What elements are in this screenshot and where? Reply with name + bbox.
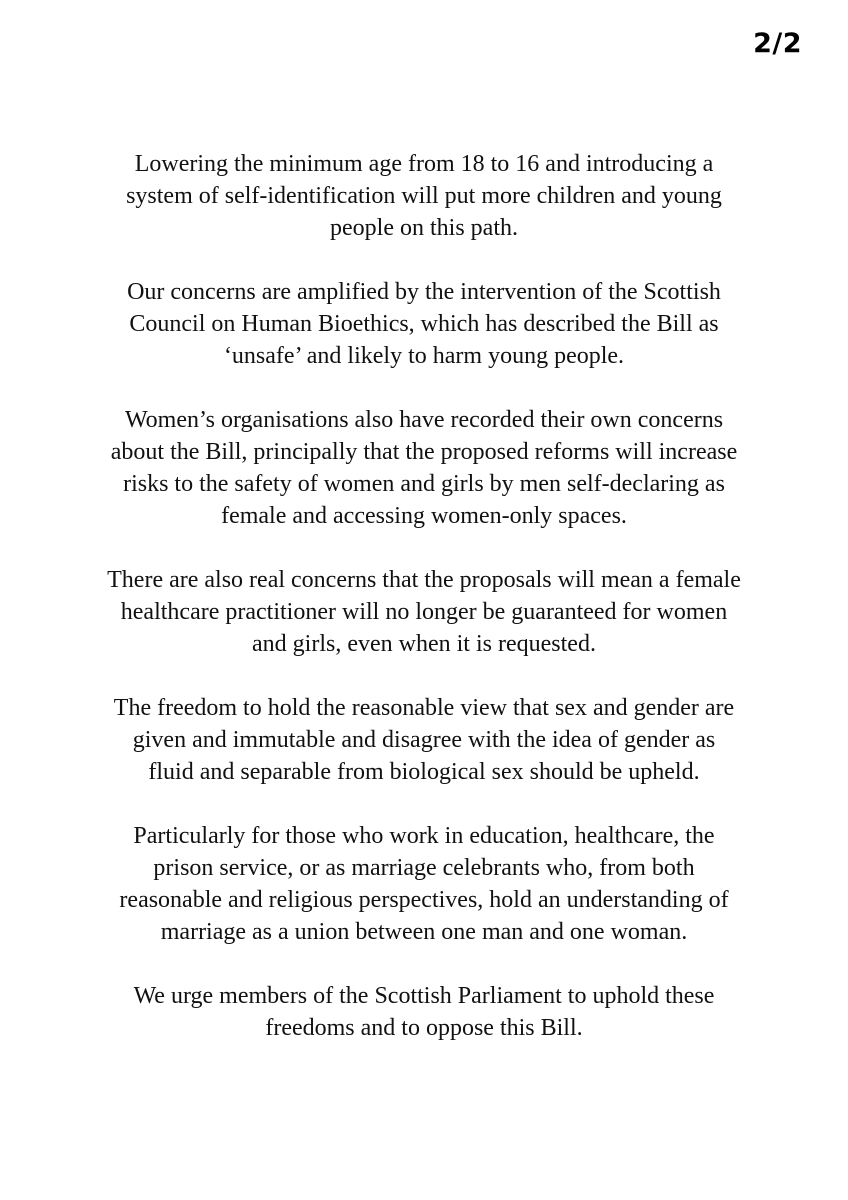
text-line: Women’s organisations also have recorded their own concerns bbox=[124, 407, 724, 433]
paragraph-womens-organisations bbox=[64, 404, 784, 532]
text-line: Our concerns are amplified by the intervention of the Scottish bbox=[127, 279, 721, 305]
text-line: healthcare practitioner will no longer be guaranteed for women bbox=[120, 599, 728, 625]
text-line: We urge members of the Scottish Parliament to uphold these bbox=[133, 983, 715, 1009]
text-line: freedoms and to oppose this Bill. bbox=[265, 1015, 583, 1041]
paragraph-call-to-action bbox=[64, 980, 784, 1044]
page-number: 2/2 bbox=[753, 28, 802, 59]
paragraph-workers-protection bbox=[64, 820, 784, 948]
text-line: marriage as a union between one man and one woman. bbox=[160, 919, 688, 945]
paragraph-healthcare-practitioner bbox=[64, 564, 784, 660]
document-body bbox=[64, 148, 784, 1044]
paragraph-bioethics-concerns bbox=[64, 276, 784, 372]
text-line: ‘unsafe’ and likely to harm young people. bbox=[223, 343, 625, 369]
text-line: prison service, or as marriage celebrants who, from both bbox=[153, 855, 695, 881]
text-line: There are also real concerns that the proposals will mean a female bbox=[107, 567, 741, 593]
text-line: system of self-identification will put more children and young bbox=[126, 183, 722, 209]
text-line: female and accessing women-only spaces. bbox=[221, 503, 627, 529]
text-line: reasonable and religious perspectives, hold an understanding of bbox=[119, 887, 729, 913]
text-line: people on this path. bbox=[330, 215, 518, 241]
text-line: fluid and separable from biological sex should be upheld. bbox=[148, 759, 700, 785]
text-line: Council on Human Bioethics, which has described the Bill as bbox=[129, 311, 719, 337]
text-line: The freedom to hold the reasonable view that sex and gender are bbox=[113, 695, 735, 721]
text-line: given and immutable and disagree with the idea of gender as bbox=[132, 727, 716, 753]
paragraph-age-lowering bbox=[64, 148, 784, 244]
text-line: and girls, even when it is requested. bbox=[252, 631, 596, 657]
text-line: about the Bill, principally that the proposed reforms will increase bbox=[110, 439, 738, 465]
text-line: risks to the safety of women and girls by men self-declaring as bbox=[123, 471, 725, 497]
text-line: Particularly for those who work in education, healthcare, the bbox=[133, 823, 715, 849]
text-line: Lowering the minimum age from 18 to 16 and introducing a bbox=[134, 151, 714, 177]
paragraph-freedom-of-view bbox=[64, 692, 784, 788]
